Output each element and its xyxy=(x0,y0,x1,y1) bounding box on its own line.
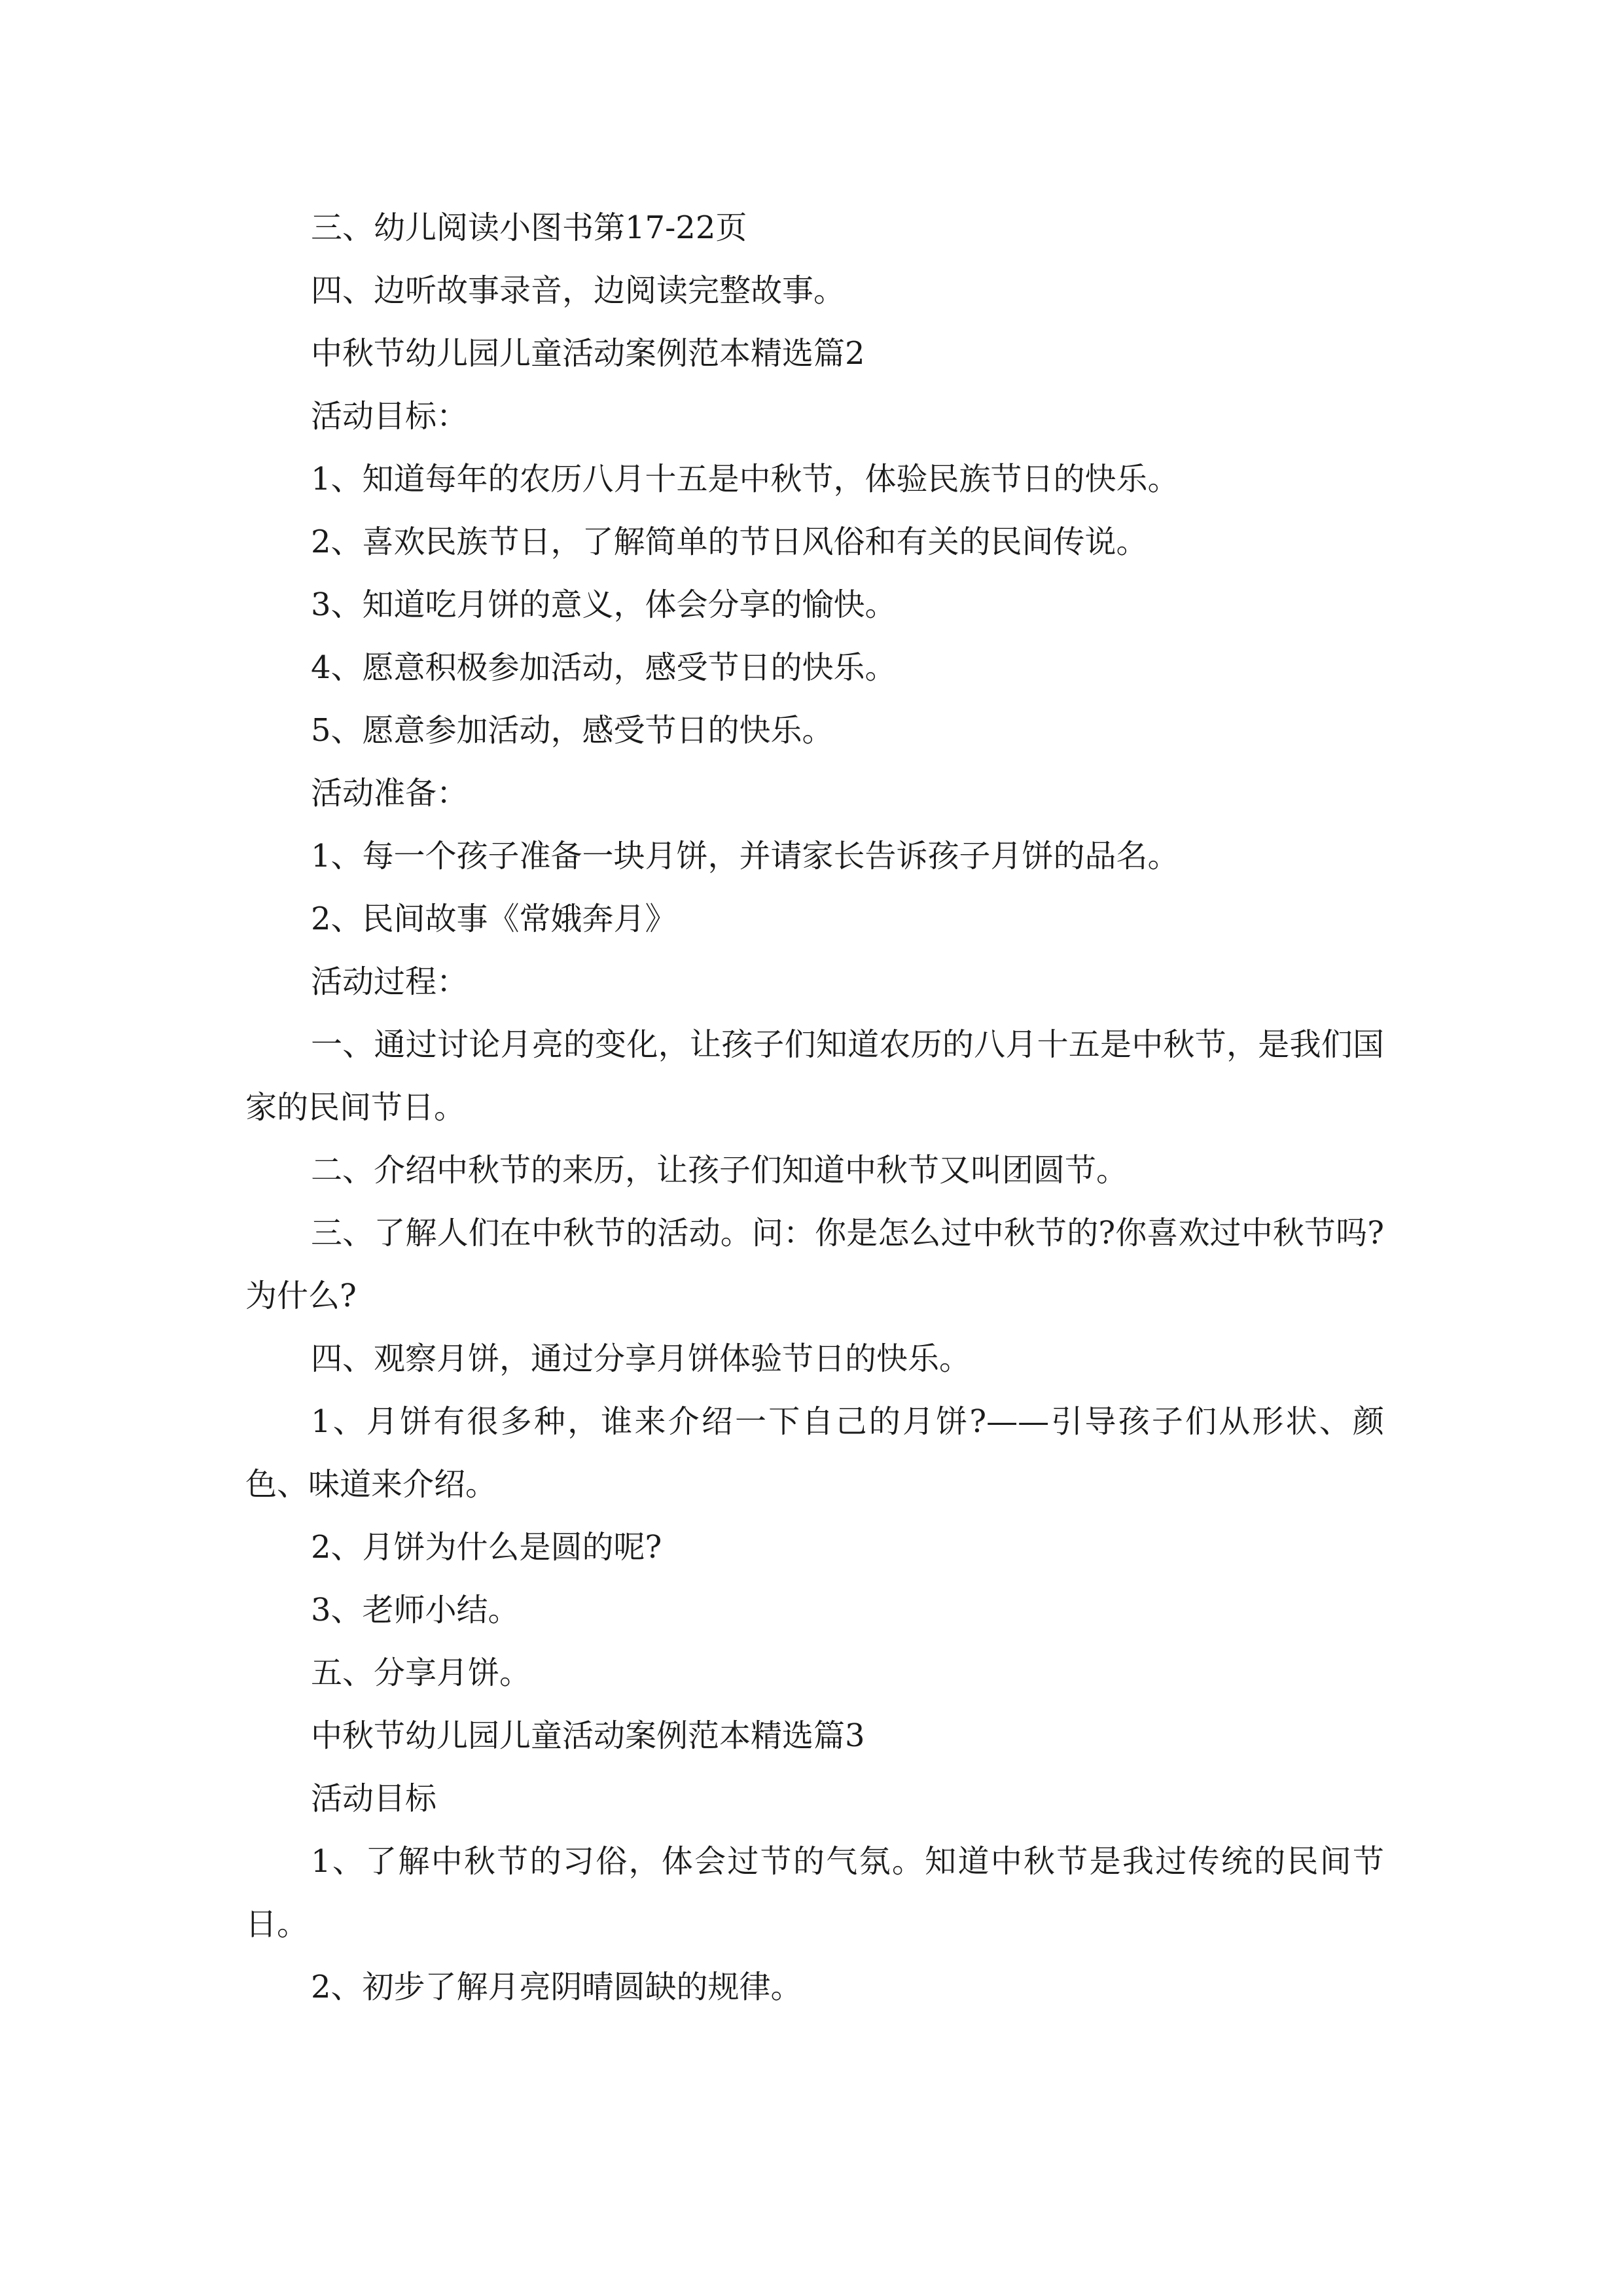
subheading-process: 活动过程： xyxy=(311,963,469,1000)
paragraph: 三、了解人们在中秋节的活动。问：你是怎么过中秋节的?你喜欢过中秋节吗?为什么? xyxy=(245,1215,1384,1314)
paragraph: 1、月饼有很多种，谁来介绍一下自己的月饼?——引导孩子们从形状、颜色、味道来介绍。 xyxy=(245,1403,1384,1503)
paragraph: 1、了解中秋节的习俗，体会过节的气氛。知道中秋节是我过传统的民间节日。 xyxy=(245,1843,1384,1943)
subheading-preparation: 活动准备： xyxy=(311,775,469,812)
paragraph: 2、初步了解月亮阴晴圆缺的规律。 xyxy=(311,1969,802,2005)
paragraph: 四、观察月饼，通过分享月饼体验节日的快乐。 xyxy=(311,1340,971,1377)
paragraph: 1、知道每年的农历八月十五是中秋节，体验民族节日的快乐。 xyxy=(311,461,1179,497)
section-heading: 中秋节幼儿园儿童活动案例范本精选篇3 xyxy=(311,1717,865,1754)
subheading-goals: 活动目标： xyxy=(311,398,469,435)
paragraph: 三、幼儿阅读小图书第17-22页 xyxy=(311,209,747,246)
paragraph: 3、老师小结。 xyxy=(311,1592,520,1628)
paragraph: 1、每一个孩子准备一块月饼，并请家长告诉孩子月饼的品名。 xyxy=(311,838,1179,874)
paragraph: 四、边听故事录音，边阅读完整故事。 xyxy=(311,272,846,309)
paragraph: 2、喜欢民族节日，了解简单的节日风俗和有关的民间传说。 xyxy=(311,524,1148,560)
paragraph: 一、通过讨论月亮的变化，让孩子们知道农历的八月十五是中秋节，是我们国家的民间节日。 xyxy=(245,1026,1384,1126)
paragraph: 2、月饼为什么是圆的呢? xyxy=(311,1529,662,1566)
paragraph: 5、愿意参加活动，感受节日的快乐。 xyxy=(311,712,834,749)
paragraph: 4、愿意积极参加活动，感受节日的快乐。 xyxy=(311,649,897,686)
document-body xyxy=(245,196,1384,2018)
paragraph: 3、知道吃月饼的意义，体会分享的愉快。 xyxy=(311,586,897,623)
paragraph: 五、分享月饼。 xyxy=(311,1655,531,1691)
paragraph: 二、介绍中秋节的来历，让孩子们知道中秋节又叫团圆节。 xyxy=(311,1152,1128,1189)
paragraph: 2、民间故事《常娥奔月》 xyxy=(311,901,677,937)
subheading-goals: 活动目标 xyxy=(311,1780,437,1817)
section-heading: 中秋节幼儿园儿童活动案例范本精选篇2 xyxy=(311,335,865,372)
